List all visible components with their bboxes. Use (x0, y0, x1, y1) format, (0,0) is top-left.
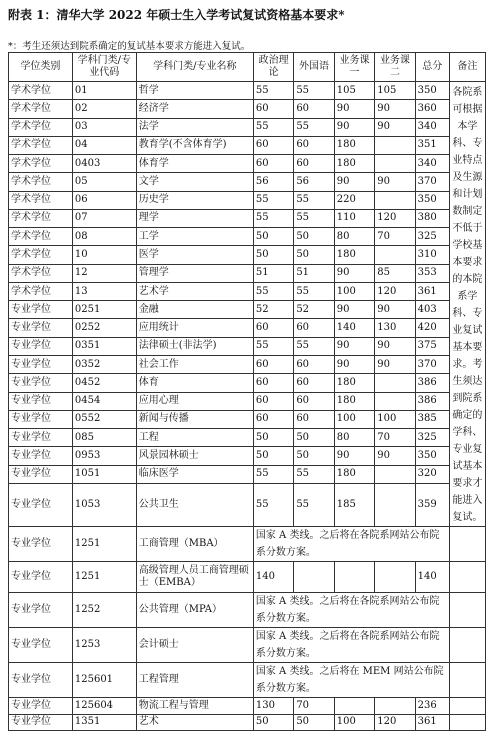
cell-lang: 50 (294, 714, 334, 731)
cell-c2 (375, 136, 415, 154)
cell-c1: 220 (334, 191, 374, 209)
cell-lang: 60 (294, 410, 334, 428)
cell-type: 专业学位 (9, 447, 73, 465)
cell-total: 370 (415, 173, 449, 191)
cell-name: 应用心理 (136, 392, 253, 410)
cell-name: 法律硕士(非法学) (136, 337, 253, 355)
cell-remark-empty (449, 527, 485, 562)
cell-lang: 50 (294, 429, 334, 447)
cell-pol: 55 (253, 82, 293, 100)
cell-code: 0251 (72, 301, 136, 319)
cell-total: 361 (415, 282, 449, 300)
cell-pol: 60 (253, 410, 293, 428)
cell-name: 经济学 (136, 100, 253, 118)
cell-total: 350 (415, 447, 449, 465)
cell-type: 学术学位 (9, 118, 73, 136)
cell-c2: 90 (375, 100, 415, 118)
cell-pol: 56 (253, 173, 293, 191)
cell-lang: 55 (294, 191, 334, 209)
cell-pol: 52 (253, 301, 293, 319)
cell-pol: 60 (253, 155, 293, 173)
cell-name: 公共卫生 (136, 483, 253, 526)
table-row (9, 483, 486, 526)
cell-code: 125604 (72, 698, 136, 715)
cell-code: 0454 (72, 392, 136, 410)
cell-type: 专业学位 (9, 483, 73, 526)
table-row (9, 118, 486, 136)
cell-type: 学术学位 (9, 209, 73, 227)
header-politics: 政治理论 (253, 53, 293, 82)
cell-pol: 55 (253, 337, 293, 355)
cell-c2: 120 (375, 714, 415, 731)
cell-name: 体育学 (136, 155, 253, 173)
cell-type: 学术学位 (9, 136, 73, 154)
cell-c1: 180 (334, 374, 374, 392)
header-name: 学科门类/专业名称 (136, 53, 253, 82)
cell-pol: 60 (253, 355, 293, 373)
cell-c2 (375, 483, 415, 526)
cell-lang: 55 (294, 337, 334, 355)
cell-c2: 90 (375, 301, 415, 319)
table-row (9, 136, 486, 154)
cell-pol: 50 (253, 447, 293, 465)
cell-total: 351 (415, 136, 449, 154)
cell-lang: 56 (294, 173, 334, 191)
cell-type: 专业学位 (9, 714, 73, 731)
cell-name: 法学 (136, 118, 253, 136)
cell-c2: 70 (375, 429, 415, 447)
cell-code: 1253 (72, 628, 136, 663)
cell-type: 专业学位 (9, 663, 73, 698)
cell-name: 管理学 (136, 264, 253, 282)
cell-code: 04 (72, 136, 136, 154)
cell-name: 体育 (136, 374, 253, 392)
cell-total: 140 (415, 562, 449, 593)
cell-pol: 60 (253, 319, 293, 337)
cell-code: 08 (72, 228, 136, 246)
cell-name: 历史学 (136, 191, 253, 209)
cell-c1: 180 (334, 465, 374, 483)
cell-c1: 80 (334, 228, 374, 246)
table-header-row (9, 53, 486, 82)
cell-total: 386 (415, 392, 449, 410)
cell-remark-empty (449, 562, 485, 593)
cell-code: 12 (72, 264, 136, 282)
cell-type: 专业学位 (9, 593, 73, 628)
cell-c2 (375, 191, 415, 209)
cell-type: 专业学位 (9, 319, 73, 337)
table-row (9, 337, 486, 355)
cell-total: 310 (415, 246, 449, 264)
cell-code: 01 (72, 82, 136, 100)
cell-c1: 90 (334, 301, 374, 319)
cell-name: 工商管理（MBA） (136, 527, 253, 562)
cell-code: 1251 (72, 562, 136, 593)
cell-c1: 100 (334, 714, 374, 731)
cell-total: 320 (415, 465, 449, 483)
cell-code: 0252 (72, 319, 136, 337)
cell-c2 (375, 698, 415, 715)
table-row (9, 355, 486, 373)
table-row (9, 209, 486, 227)
cell-type: 专业学位 (9, 562, 73, 593)
cell-total: 350 (415, 191, 449, 209)
cell-total: 420 (415, 319, 449, 337)
cell-lang: 60 (294, 355, 334, 373)
cell-lang (294, 562, 334, 593)
cell-c2: 85 (375, 264, 415, 282)
cell-score-note: 国家 A 类线。之后将在各院系网站公布院系分数方案。 (253, 628, 449, 663)
table-row (9, 191, 486, 209)
cell-lang: 50 (294, 246, 334, 264)
cell-pol: 60 (253, 374, 293, 392)
table-row (9, 82, 486, 100)
cell-total: 370 (415, 355, 449, 373)
table-row (9, 392, 486, 410)
cell-name: 哲学 (136, 82, 253, 100)
cell-lang: 60 (294, 155, 334, 173)
cell-lang: 60 (294, 319, 334, 337)
cell-total: 340 (415, 118, 449, 136)
cell-total: 340 (415, 155, 449, 173)
cell-type: 专业学位 (9, 392, 73, 410)
cell-remark-empty (449, 593, 485, 628)
cell-code: 03 (72, 118, 136, 136)
cell-code: 125601 (72, 663, 136, 698)
cell-score-note: 国家 A 类线。之后将在各院系网站公布院系分数方案。 (253, 527, 449, 562)
cell-type: 学术学位 (9, 264, 73, 282)
cell-pol: 60 (253, 392, 293, 410)
cell-pol: 50 (253, 246, 293, 264)
table-row (9, 527, 486, 562)
cell-c1 (334, 698, 374, 715)
cell-pol: 55 (253, 282, 293, 300)
header-remark: 备注 (449, 53, 485, 82)
cell-c1: 105 (334, 82, 374, 100)
cell-code: 0953 (72, 447, 136, 465)
cell-name: 艺术学 (136, 282, 253, 300)
cell-c2: 90 (375, 173, 415, 191)
cell-code: 1251 (72, 527, 136, 562)
cell-pol: 55 (253, 191, 293, 209)
cell-type: 专业学位 (9, 527, 73, 562)
cell-code: 0452 (72, 374, 136, 392)
cell-lang: 60 (294, 392, 334, 410)
cell-type: 专业学位 (9, 465, 73, 483)
cell-c1: 140 (253, 562, 293, 593)
cell-total: 380 (415, 209, 449, 227)
table-row (9, 282, 486, 300)
cell-type: 专业学位 (9, 429, 73, 447)
cell-type: 学术学位 (9, 282, 73, 300)
cell-c1: 100 (334, 282, 374, 300)
footnote: *：考生还须达到院系确定的复试基本要求方能进入复试。 (8, 41, 251, 52)
cell-pol: 50 (253, 228, 293, 246)
table-row (9, 663, 486, 698)
table-row (9, 301, 486, 319)
cell-total: 403 (415, 301, 449, 319)
cell-name: 应用统计 (136, 319, 253, 337)
cell-name: 会计硕士 (136, 628, 253, 663)
cell-c2: 90 (375, 337, 415, 355)
cell-code: 07 (72, 209, 136, 227)
cell-name: 公共管理（MPA） (136, 593, 253, 628)
cell-score-note: 国家 A 类线。之后将在 MEM 网站公布院系分数方案。 (253, 663, 449, 698)
cell-type: 学术学位 (9, 173, 73, 191)
cell-lang: 55 (294, 282, 334, 300)
cell-c1: 100 (334, 410, 374, 428)
cell-c1: 90 (334, 173, 374, 191)
table-row (9, 319, 486, 337)
cell-type: 学术学位 (9, 191, 73, 209)
table-row (9, 264, 486, 282)
table-row (9, 173, 486, 191)
cell-code: 0351 (72, 337, 136, 355)
cell-code: 1351 (72, 714, 136, 731)
cell-c1: 90 (334, 447, 374, 465)
cell-name: 教育学(不含体育学) (136, 136, 253, 154)
header-foreign-language: 外国语 (294, 53, 334, 82)
cell-lang: 52 (294, 301, 334, 319)
cell-remark-empty (449, 714, 485, 731)
table-row (9, 228, 486, 246)
header-course-1: 业务课一 (334, 53, 374, 82)
cell-type: 专业学位 (9, 698, 73, 715)
cell-pol: 50 (253, 429, 293, 447)
cell-type: 专业学位 (9, 374, 73, 392)
table-row (9, 447, 486, 465)
table-row (9, 155, 486, 173)
table-row (9, 465, 486, 483)
cell-code: 1252 (72, 593, 136, 628)
cell-type: 专业学位 (9, 337, 73, 355)
cell-type: 学术学位 (9, 246, 73, 264)
cell-code: 1053 (72, 483, 136, 526)
cell-name: 理学 (136, 209, 253, 227)
cell-lang: 60 (294, 136, 334, 154)
cell-c1: 180 (334, 246, 374, 264)
cell-code: 1051 (72, 465, 136, 483)
cell-name: 文学 (136, 173, 253, 191)
cell-total: 350 (415, 82, 449, 100)
cell-code: 0552 (72, 410, 136, 428)
remark-cell: 各院系可根据本学科、专业特点及生源和计划数制定不低于学校基本要求的本院系学科、专业复试基本要求。考生须达到院系确定的学科、专业复试基本要求才能进入复试。 (449, 82, 485, 527)
cell-total: 325 (415, 429, 449, 447)
table-body (9, 82, 486, 731)
cell-lang: 70 (294, 698, 334, 715)
cell-c1: 90 (334, 118, 374, 136)
header-course-2: 业务课二 (375, 53, 415, 82)
table-row (9, 100, 486, 118)
cell-c1: 140 (334, 319, 374, 337)
cell-remark-empty (449, 663, 485, 698)
cell-c1: 80 (334, 429, 374, 447)
table-row (9, 374, 486, 392)
cell-c2 (375, 465, 415, 483)
cell-type: 专业学位 (9, 410, 73, 428)
cell-name: 临床医学 (136, 465, 253, 483)
cell-c1: 180 (334, 155, 374, 173)
cell-code: 085 (72, 429, 136, 447)
cell-name: 新闻与传播 (136, 410, 253, 428)
cell-pol: 55 (253, 209, 293, 227)
cell-code: 02 (72, 100, 136, 118)
cell-total: 385 (415, 410, 449, 428)
cell-code: 05 (72, 173, 136, 191)
cell-name: 艺术 (136, 714, 253, 731)
table-row (9, 628, 486, 663)
header-code: 学科门类/专业代码 (72, 53, 136, 82)
cell-code: 0403 (72, 155, 136, 173)
cell-lang: 55 (294, 82, 334, 100)
cell-type: 学术学位 (9, 155, 73, 173)
cell-code: 06 (72, 191, 136, 209)
cell-code: 10 (72, 246, 136, 264)
cell-c2 (375, 392, 415, 410)
cell-code: 13 (72, 282, 136, 300)
table-row (9, 562, 486, 593)
cell-total: 360 (415, 100, 449, 118)
cell-c1: 90 (334, 355, 374, 373)
cell-pol: 55 (253, 465, 293, 483)
cell-lang: 51 (294, 264, 334, 282)
cell-type: 专业学位 (9, 355, 73, 373)
cell-name: 工程管理 (136, 663, 253, 698)
cell-total: 236 (415, 698, 449, 715)
cell-pol: 51 (253, 264, 293, 282)
cell-c1: 110 (334, 209, 374, 227)
cell-lang: 55 (294, 118, 334, 136)
cell-c2: 90 (375, 355, 415, 373)
cell-c2: 100 (375, 410, 415, 428)
cell-lang: 50 (294, 228, 334, 246)
cell-code: 0352 (72, 355, 136, 373)
cell-name: 物流工程与管理 (136, 698, 253, 715)
cell-lang: 55 (294, 209, 334, 227)
cell-lang: 55 (294, 465, 334, 483)
cell-name: 金融 (136, 301, 253, 319)
cell-c1: 90 (334, 100, 374, 118)
cell-c1: 185 (334, 483, 374, 526)
cell-total: 375 (415, 337, 449, 355)
cell-total: 359 (415, 483, 449, 526)
requirements-table (8, 52, 486, 731)
cell-total: 325 (415, 228, 449, 246)
cell-name: 工程 (136, 429, 253, 447)
table-row (9, 593, 486, 628)
cell-c2 (375, 246, 415, 264)
cell-c2: 90 (375, 447, 415, 465)
cell-c2 (375, 155, 415, 173)
header-degree-type: 学位类别 (9, 53, 73, 82)
cell-remark-empty (449, 628, 485, 663)
cell-pol: 130 (253, 698, 293, 715)
cell-remark-empty (449, 698, 485, 715)
cell-pol: 60 (253, 100, 293, 118)
cell-lang: 60 (294, 100, 334, 118)
cell-name: 社会工作 (136, 355, 253, 373)
cell-total: 361 (415, 714, 449, 731)
cell-type: 学术学位 (9, 100, 73, 118)
cell-lang: 55 (294, 483, 334, 526)
cell-pol: 55 (253, 118, 293, 136)
cell-type: 专业学位 (9, 301, 73, 319)
cell-c1: 90 (334, 337, 374, 355)
cell-course2 (375, 562, 415, 593)
cell-c2: 70 (375, 228, 415, 246)
cell-type: 学术学位 (9, 82, 73, 100)
cell-c2: 90 (375, 118, 415, 136)
cell-lang: 50 (294, 447, 334, 465)
table-row (9, 714, 486, 731)
cell-c2: 105 (375, 82, 415, 100)
cell-c2: 120 (375, 282, 415, 300)
cell-pol: 60 (253, 136, 293, 154)
cell-type: 学术学位 (9, 228, 73, 246)
table-row (9, 429, 486, 447)
cell-c1: 180 (334, 136, 374, 154)
cell-pol: 50 (253, 714, 293, 731)
cell-c2 (375, 374, 415, 392)
cell-lang: 60 (294, 374, 334, 392)
cell-c1: 180 (334, 392, 374, 410)
cell-name: 医学 (136, 246, 253, 264)
cell-score-note: 国家 A 类线。之后将在各院系网站公布院系分数方案。 (253, 593, 449, 628)
table-row (9, 410, 486, 428)
cell-type: 专业学位 (9, 628, 73, 663)
cell-c1: 90 (334, 264, 374, 282)
cell-name: 高级管理人员工商管理硕士（EMBA） (136, 562, 253, 593)
table-row (9, 698, 486, 715)
cell-course1 (334, 562, 374, 593)
cell-total: 353 (415, 264, 449, 282)
cell-c2: 130 (375, 319, 415, 337)
table-row (9, 246, 486, 264)
cell-pol: 55 (253, 483, 293, 526)
document-title: 附表 1：清华大学 2022 年硕士生入学考试复试资格基本要求* (8, 8, 345, 22)
cell-name: 风景园林硕士 (136, 447, 253, 465)
cell-name: 工学 (136, 228, 253, 246)
cell-c2: 120 (375, 209, 415, 227)
cell-total: 386 (415, 374, 449, 392)
header-total: 总分 (415, 53, 449, 82)
